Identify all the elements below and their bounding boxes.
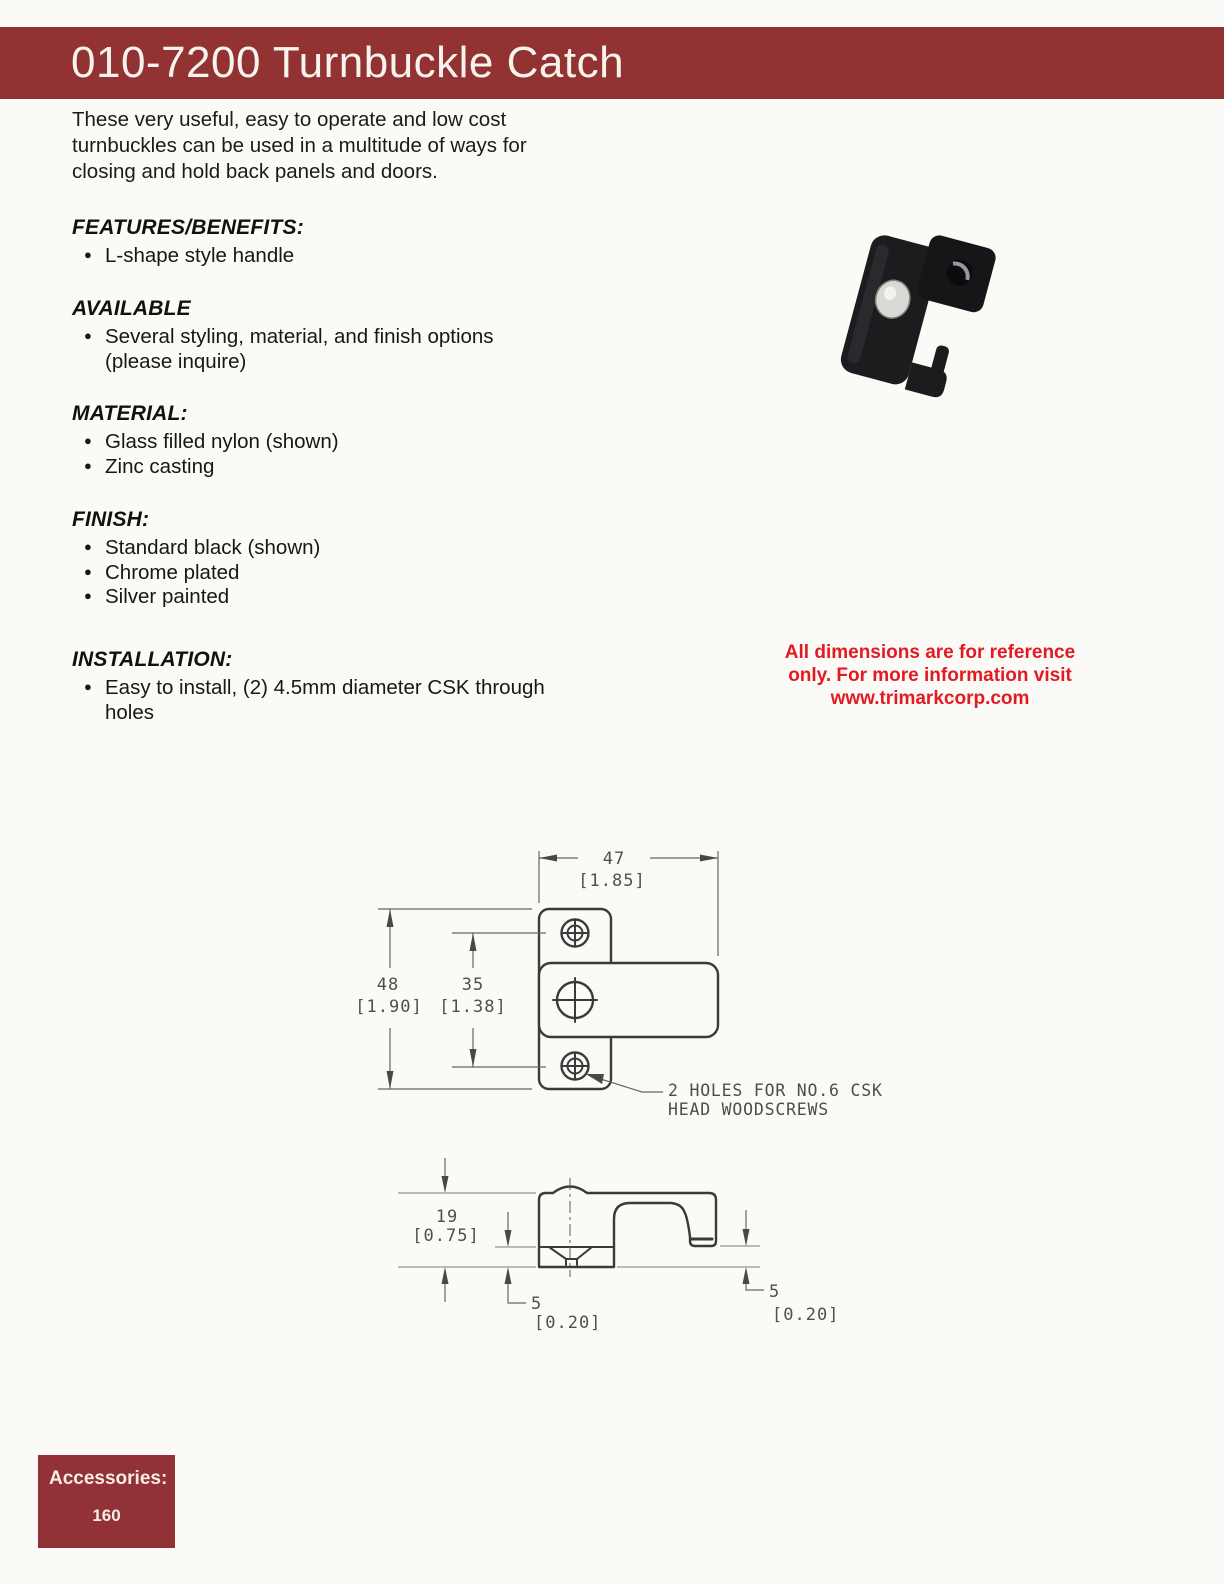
intro-line: closing and hold back panels and doors.: [72, 160, 438, 183]
note-line: only. For more information visit: [788, 665, 1072, 686]
bullet-icon: ●: [84, 679, 92, 694]
bullet-icon: ●: [84, 328, 92, 343]
list-item: ● Glass filled nylon (shown): [84, 430, 339, 453]
bullet-icon: ●: [84, 247, 92, 262]
svg-text:5: 5: [769, 1282, 781, 1302]
section-heading: FINISH:: [72, 508, 150, 531]
svg-text:[0.20]: [0.20]: [534, 1313, 602, 1333]
section-features: [72, 216, 592, 269]
section-installation: [72, 648, 592, 725]
svg-text:5: 5: [531, 1294, 543, 1314]
intro-paragraph: [72, 107, 592, 185]
section-material: [72, 402, 592, 479]
header-bar: [0, 27, 1224, 99]
front-holes-dimension: [439, 933, 546, 1067]
note-line: www.trimarkcorp.com: [830, 688, 1030, 709]
list-item: ● Several styling, material, and finish options (please inquire): [84, 325, 494, 373]
section-finish: [72, 508, 592, 610]
holes-callout: [586, 1074, 883, 1119]
intro-line: turnbuckles can be used in a multitude of ways for: [72, 134, 527, 157]
product-photo: [793, 210, 1011, 412]
bullet-icon: ●: [84, 588, 92, 603]
section-heading: FEATURES/BENEFITS:: [72, 216, 304, 239]
bullet-list: [72, 536, 592, 610]
bullet-list: [72, 325, 592, 374]
side-height-dimension: [412, 1158, 479, 1302]
side-base-dimension: [505, 1212, 602, 1333]
accessories-label: Accessories:: [49, 1468, 168, 1489]
list-item: ● L-shape style handle: [84, 244, 295, 267]
accessories-tab: [38, 1455, 175, 1548]
svg-text:[0.75]: [0.75]: [412, 1226, 480, 1246]
list-item: ● Zinc casting: [84, 454, 215, 478]
dimensions-note: [760, 641, 1100, 710]
turnbuckle-catch-image: [793, 210, 1011, 412]
bullet-icon: ●: [84, 433, 92, 448]
svg-text:47: 47: [602, 849, 626, 869]
technical-drawing: [330, 830, 900, 1340]
svg-text:2 HOLES FOR NO.6 CSK: 2 HOLES FOR NO.6 CSK: [668, 1081, 883, 1100]
bullet-icon: ●: [84, 563, 92, 579]
svg-text:[1.90]: [1.90]: [355, 997, 423, 1017]
page-number: 160: [92, 1506, 121, 1525]
section-heading: INSTALLATION:: [72, 648, 233, 671]
list-item: ● Chrome plated: [84, 560, 240, 584]
intro-line: These very useful, easy to operate and low cost: [72, 108, 507, 131]
side-view: [398, 1158, 839, 1333]
bullet-icon: ●: [84, 457, 92, 473]
svg-text:[0.20]: [0.20]: [772, 1305, 840, 1325]
bullet-icon: ●: [84, 539, 92, 554]
page-title: 010-7200 Turnbuckle Catch: [71, 38, 625, 87]
section-heading: AVAILABLE: [72, 297, 191, 320]
front-view: [355, 849, 882, 1119]
list-item: ● Silver painted: [84, 585, 230, 608]
svg-text:[1.85]: [1.85]: [578, 871, 646, 891]
bullet-list: [72, 430, 592, 479]
section-heading: MATERIAL:: [72, 402, 188, 425]
svg-text:48: 48: [376, 975, 400, 995]
bullet-list: [72, 244, 592, 269]
section-available: [72, 297, 592, 374]
bullet-list: [72, 676, 592, 725]
svg-text:HEAD WOODSCREWS: HEAD WOODSCREWS: [668, 1100, 830, 1119]
list-item: ● Easy to install, (2) 4.5mm diameter CSK through holes: [84, 676, 545, 724]
list-item: ● Standard black (shown): [84, 536, 321, 559]
svg-text:35: 35: [461, 975, 485, 995]
note-line: All dimensions are for reference: [784, 642, 1076, 663]
svg-text:19: 19: [435, 1207, 459, 1227]
front-width-dimension: [539, 849, 718, 956]
svg-text:[1.38]: [1.38]: [439, 997, 507, 1017]
